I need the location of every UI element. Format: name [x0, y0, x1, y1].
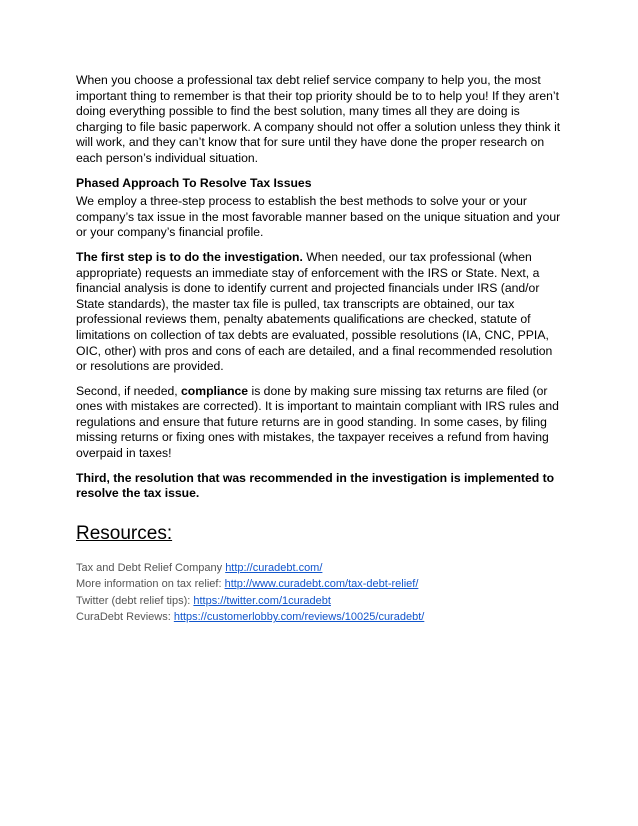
step1-text: When needed, our tax professional (when appropriate) requests an immediate stay of enforcement with the IRS or State. Next, a financial analysis is done to identify current and projected financials under IRS (and/or State standards), the master tax file is pulled, tax transcripts are obtained, our tax professional reviews them, penalty abatements qualifications are checked, statute of limitations on collection of tax debts are evaluated, possible resolutions (IA, CNC, PPIA, OIC, other) with pros and cons of each are detailed, and a final recommended resolution or resolutions are provided. — [76, 249, 553, 374]
step2-text: is done by making sure missing tax returns are filed (or ones with mistakes are corrected). It is important to maintain compliant with IRS rules and regulations and ensure that future returns are in good standing. In some cases, by filing missing returns or fixing ones with mistakes, the taxpayer receives a refund from having overpaid in taxes! — [76, 383, 559, 461]
resource-link[interactable]: https://twitter.com/1curadebt — [193, 594, 331, 607]
resource-item-reviews — [76, 609, 564, 626]
resource-item-more-info — [76, 576, 564, 593]
section-heading: Phased Approach To Resolve Tax Issues — [76, 175, 312, 190]
approach-paragraph: We employ a three-step process to establish the best methods to solve your or your company’s tax issue in the most favorable manner based on the unique situation and your or your company’s financial profile. — [76, 194, 561, 240]
resource-item-twitter — [76, 593, 564, 610]
step2-bold: compliance — [181, 383, 249, 398]
resource-link[interactable]: https://customerlobby.com/reviews/10025/curadebt/ — [173, 611, 425, 624]
resource-label: More information on tax relief: — [76, 578, 225, 591]
step2-paragraph — [76, 384, 564, 462]
resource-label: CuraDebt Reviews: — [76, 611, 174, 624]
resources-title: Resources: — [76, 522, 173, 544]
resource-label: Twitter (debt relief tips): — [76, 594, 194, 607]
step2-pre: Second, if needed, — [76, 383, 182, 398]
resource-link[interactable]: http://curadebt.com/ — [225, 561, 323, 574]
step1-paragraph — [76, 250, 564, 375]
resource-link[interactable]: http://www.curadebt.com/tax-debt-relief/ — [224, 578, 419, 591]
intro-paragraph: When you choose a professional tax debt relief service company to help you, the most important thing to remember is that their top priority should be to to help you! If they aren’t doing everything possible to find the best solution, many times all they are doing is charging to file basic paperwork. A company should not offer a solution unless they think it will work, and they can’t know that for sure until they have done the proper research on each person’s individual situation. — [76, 73, 561, 165]
resource-item-tax-debt-relief — [76, 560, 564, 577]
step3-bold: Third, the resolution that was recommended in the investigation is implemented to resolve the tax issue. — [76, 470, 555, 501]
document-body — [76, 73, 564, 626]
step1-bold: The first step is to do the investigation. — [76, 249, 303, 264]
resource-label: Tax and Debt Relief Company — [76, 561, 226, 574]
step3-paragraph — [76, 471, 564, 502]
